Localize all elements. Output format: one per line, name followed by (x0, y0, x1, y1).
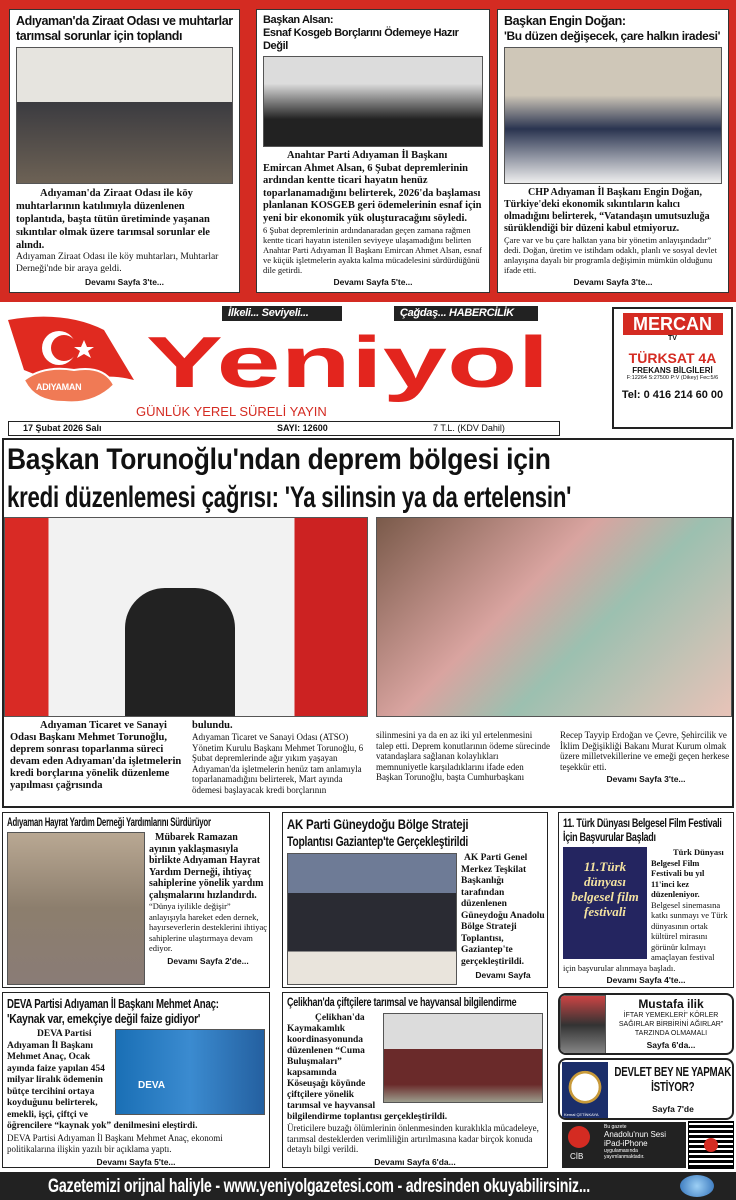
continued-link[interactable]: Devamı Sayfa 4'te... (606, 975, 686, 985)
main-headline: Başkan Torunoğlu'ndan deprem bölgesi için (7, 443, 551, 476)
continued-link[interactable]: Devamı Sayfa 5'te... (96, 1156, 176, 1167)
frequency-info: F:12264 S:27500 P:V (Dikey) Fec:5/6 (626, 375, 719, 381)
slogan-1: İlkeli... Seviyeli... (222, 306, 342, 321)
headline: Çelikhan'da çiftçilere tarımsal ve hayvansal bilgilendirme (287, 997, 517, 1009)
body-text: “Dünya iyilikle değişir” anlayışıyla hareket eden dernek, hayırseverlerin desteklerini ihtiyaç sahiplerine ulaştırmaya devam ediyor. (149, 901, 268, 953)
footer-text[interactable]: Gazetemizi orijnal haliyle - www.yeniyolgazetesi.com - adresinden okuyabilirsiniz... (48, 1176, 591, 1197)
top-story-ziraat[interactable] (9, 9, 240, 293)
columnist-photo (560, 995, 606, 1055)
lead-text: Türk Dünyası Belgesel Film Festivali bu yıl 11'inci kez düzenleniyor. (651, 847, 724, 899)
headline: AK Parti Güneydoğu Bölge Strateji (287, 816, 469, 832)
farmers-photo (383, 1013, 543, 1103)
headline: Başkan Alsan: (263, 14, 334, 26)
body-text: Üreticilere buzağı ölümlerinin önlenmesinden kuraklıkla mücadeleye, tarımsal desteklerden verimliliğin artırılmasına kadar birçok konuda detaylı bilgi verildi. (287, 1123, 539, 1154)
body-text: Çare var ve bu çare halktan yana bir yönetim anlayışındadır” dedi. Doğan, üretim ve istihdam odaklı, planlı ve sosyal devlet anlayışına dayalı bir programla değişimin mümkün olduğunu ifade etti. (504, 235, 717, 275)
deva-logo-text: DEVA (138, 1080, 166, 1091)
cib-logo-text: CİB (570, 1152, 584, 1161)
person-figure (125, 588, 235, 716)
mercan-tv-ad[interactable] (612, 307, 733, 429)
issue-date: 17 Şubat 2026 Salı (23, 423, 102, 433)
lead-text: Anahtar Parti Adıyaman İl Başkanı Emircan Ahmet Alsan, 6 Şubat depremlerinin ardından kentte ticari hayatın henüz toparlanamadığını belirterek, 2026'da başlaması planlanan KOSGEB geri ödemelerinin esnaf için yeni bir ekonomik yük oluşturacağını söyledi. (263, 150, 482, 224)
column-mustafa-ilik[interactable] (558, 993, 734, 1055)
torunoglu-photo (4, 517, 368, 717)
headline: Adıyaman Hayrat Yardım Derneği Yardımlarını Sürdürüyor (7, 817, 211, 829)
festival-poster: 11.Türk dünyası belgesel film festivali (563, 847, 647, 959)
story-celikhan[interactable] (282, 992, 548, 1168)
headline: Başkan Engin Doğan: (504, 14, 626, 28)
body-text: Belgesel sinemasına katkı sunmayı ve Türk dünyasının ortak kültürel mirasını görünür kılmayı amaçlayan festival için başvurular alınmaya başladı. (563, 899, 728, 973)
column-page[interactable]: Sayfa 6'da... (646, 1040, 696, 1050)
aid-photo (7, 832, 145, 985)
story-hayrat[interactable] (2, 812, 270, 988)
lead-text: DEVA Partisi Adıyaman İl Başkanı Mehmet Anaç, Ocak ayında faize yapılan 454 milyar liralık ödemenin bütçe tercihini ortaya koyduğunu belirterek, emekli, işçi, çiftçi ve öğrencilere “kaynak yok” denilmesini eleştirdi. (7, 1029, 198, 1131)
lead-text: CHP Adıyaman İl Başkanı Engin Doğan, Türkiye'deki ekonomik sıkıntıların kalıcı olmadığını belirterek, “Vatandaşın umutsuzluğa sürüklendiği bir düzeni kabul etmiyoruz. (504, 187, 710, 234)
main-body-text: Recep Tayyip Erdoğan ve Çevre, Şehircilik ve İklim Değişikliği Bakanı Murat Kurum olmak üzere milletvekillerine ve emeği geçen herkese teşekkür etti. (560, 730, 730, 772)
continued-link[interactable]: Devamı Sayfa 5'te... (333, 277, 413, 287)
main-lead-text: Adıyaman Ticaret ve Sanayi Odası Başkanı Mehmet Torunoğlu, deprem sonrası toparlanma süreci devam eden Adıyaman'da işletmelerin kredi borçlarına yönelik düzenleme yapılması çağrısında (10, 720, 182, 791)
headline: DEVA Partisi Adıyaman İl Başkanı Mehmet Anaç: (7, 996, 219, 1011)
newspaper-subtitle: GÜNLÜK YEREL SÜRELİ YAYIN (136, 404, 327, 419)
phone-number: Tel: 0 416 214 60 00 (621, 389, 724, 401)
columnist-name: Mustafa ilik (638, 997, 704, 1011)
main-lead-text: bulundu. (192, 720, 233, 731)
story-ak-parti[interactable] (282, 812, 548, 988)
money-photo (376, 517, 732, 717)
interview-photo (504, 47, 722, 184)
continued-link[interactable]: Devamı Sayfa 3'te... (573, 277, 653, 287)
top-story-alsan[interactable] (256, 9, 490, 293)
lead-text: Çelikhan'da Kaymakamlık koordinasyonunda düzenlenen “Cuma Buluşmaları” kapsamında Köseuşağı köyünde çiftçilere yönelik tarımsal ve hayvansal bilgilendirme toplantısı gerçekleştirildi. (287, 1013, 448, 1122)
lead-text: Mübarek Ramazan ayının yaklaşmasıyla birlikte Adıyaman Hayrat Yardım Derneği, ihtiyaç sahiplerine yönelik yardım çalışmalarını hızlandırdı. (149, 832, 264, 901)
headline: 'Kaynak var, emekçiye değil faize gidiyor' (7, 1011, 201, 1026)
issue-number: SAYI: 12600 (277, 423, 328, 433)
column-page[interactable]: Sayfa 7'de (652, 1104, 694, 1114)
column-devlet-bey[interactable] (558, 1058, 734, 1120)
footer-banner (0, 1172, 736, 1200)
qr-code[interactable] (689, 1122, 733, 1168)
ad-text: iPad-iPhone (604, 1139, 648, 1148)
column-title: İFTAR YEMEKLERİ” KÖRLER SAĞIRLAR BİRBİRİNİ AĞIRLAR” TARZINDA OLMAMALI (618, 1012, 724, 1037)
tv-brand: MERCAN (623, 313, 723, 335)
qr-logo-icon (704, 1138, 718, 1152)
body-text: DEVA Partisi Adıyaman İl Başkanı Mehmet Anaç, ekonomi politikalarına ilişkin yazılı bir açıklama yaptı. (7, 1132, 223, 1154)
headline: 'Bu düzen değişecek, çare halkın iradesi' (504, 29, 721, 43)
continued-link[interactable]: Devamı Sayfa 3'te... (606, 774, 686, 784)
meeting-photo (16, 47, 233, 184)
headline: 11. Türk Dünyası Belgesel Film Festivali İçin Başvurular Başladı (563, 816, 722, 844)
main-headline: kredi düzenlemesi çağrısı: 'Ya silinsin ya da ertelensin' (7, 481, 572, 514)
ad-text: uygulamasında (604, 1148, 638, 1154)
lead-text: Adıyaman'da Ziraat Odası ile köy muhtarlarının katılımıyla düzenlenen toplantıda, başta tütün üretiminde yaşanan sıkıntılar olmak üzere tarımsal sorunlar ele alındı. (16, 188, 210, 251)
headline: Adıyaman'da Ziraat Odası ve muhtarlar tarımsal sorunlar için toplandı (16, 14, 233, 43)
slogan-2: Çağdaş... HABERCİLİK (394, 306, 538, 321)
continued-link[interactable]: Devamı Sayfa (475, 970, 531, 980)
anac-photo (115, 1029, 265, 1115)
continued-link[interactable]: Devamı Sayfa 6'da... (374, 1156, 456, 1167)
ad-text: Bu gazete (604, 1124, 627, 1130)
story-deva[interactable] (2, 992, 270, 1168)
cib-emblem-icon (568, 1126, 590, 1148)
main-story[interactable] (2, 438, 734, 808)
headline: Toplantısı Gaziantep'te Gerçekleştirildi (287, 833, 469, 849)
top-story-dogan[interactable] (497, 9, 729, 293)
satellite-name: TÜRKSAT 4A (628, 350, 717, 366)
adiyaman-flag-logo (4, 310, 144, 410)
cib-app-ad[interactable] (562, 1122, 686, 1168)
continued-link[interactable]: Devamı Sayfa 2'de... (167, 955, 249, 966)
columnist-name: Kemal ÇETİNKAYA (564, 1112, 599, 1117)
globe-icon (680, 1175, 714, 1197)
continued-link[interactable]: Devamı Sayfa 3'te... (84, 277, 165, 287)
lead-text: AK Parti Genel Merkez Teşkilat Başkanlığı tarafından düzenlenen Güneydoğu Anadolu Bölge Strateji Toplantısı, Gaziantep'te gerçekleştirildi. (461, 853, 545, 967)
speaker-photo (263, 56, 483, 147)
column-title: DEVLET BEY NE YAPMAK İSTİYOR? (614, 1064, 732, 1094)
columnist-photo (562, 1062, 608, 1118)
issue-price: 7 T.L. (KDV Dahil) (433, 423, 505, 433)
main-body-text: Adıyaman Ticaret ve Sanayi Odası (ATSO) Yönetim Kurulu Başkanı Mehmet Torunoğlu, 6 Şubat depremlerinde ağır yıkım yaşayan Adıyaman'da işletmelerin henüz tam anlamıyla toparlanamadığını belirterek, Mart ayında ödemesi başlayacak kredi borçlarının (192, 732, 364, 795)
tv-brand-sub: TV (668, 335, 677, 342)
logo-region-text: ADIYAMAN (36, 382, 82, 392)
body-text: 6 Şubat depremlerinin ardındanaradan geçen zamana rağmen kentte ticari hayatın istenilen seviyeye ulaşamadığını belirten Anahtar Parti Adıyaman İl Başkanı Emircan Ahmet Alsan, esnaf ve küçük işletmelerin ayakta kalma mücadelesini sürdürdüğünü dile getirdi. (263, 225, 482, 275)
story-film-festival[interactable] (558, 812, 734, 988)
main-body-text: silinmesini ya da en az iki yıl ertelenmesini talep etti. Deprem konutlarının ödeme sürecinde vatandaşlara sağlanan kolaylıkları memnuniyetle karşıladıklarını ifade eden Başkan Torunoğlu, başta Cumhurbaşkanı (376, 730, 550, 782)
headline: Esnaf Kosgeb Borçlarını Ödemeye Hazır Değil (263, 27, 459, 52)
newspaper-title: Yeniyol (146, 323, 550, 403)
frequency-label: FREKANS BİLGİLERİ (632, 366, 713, 375)
group-photo (287, 853, 457, 985)
ad-text: Anadolu'nun Sesi (604, 1130, 667, 1139)
issue-info-bar (8, 421, 560, 436)
body-text: Adıyaman Ziraat Odası ile köy muhtarları, Muhtarlar Derneği'nde bir araya geldi. (16, 252, 219, 274)
ad-text: yayımlanmaktadır. (604, 1154, 645, 1160)
